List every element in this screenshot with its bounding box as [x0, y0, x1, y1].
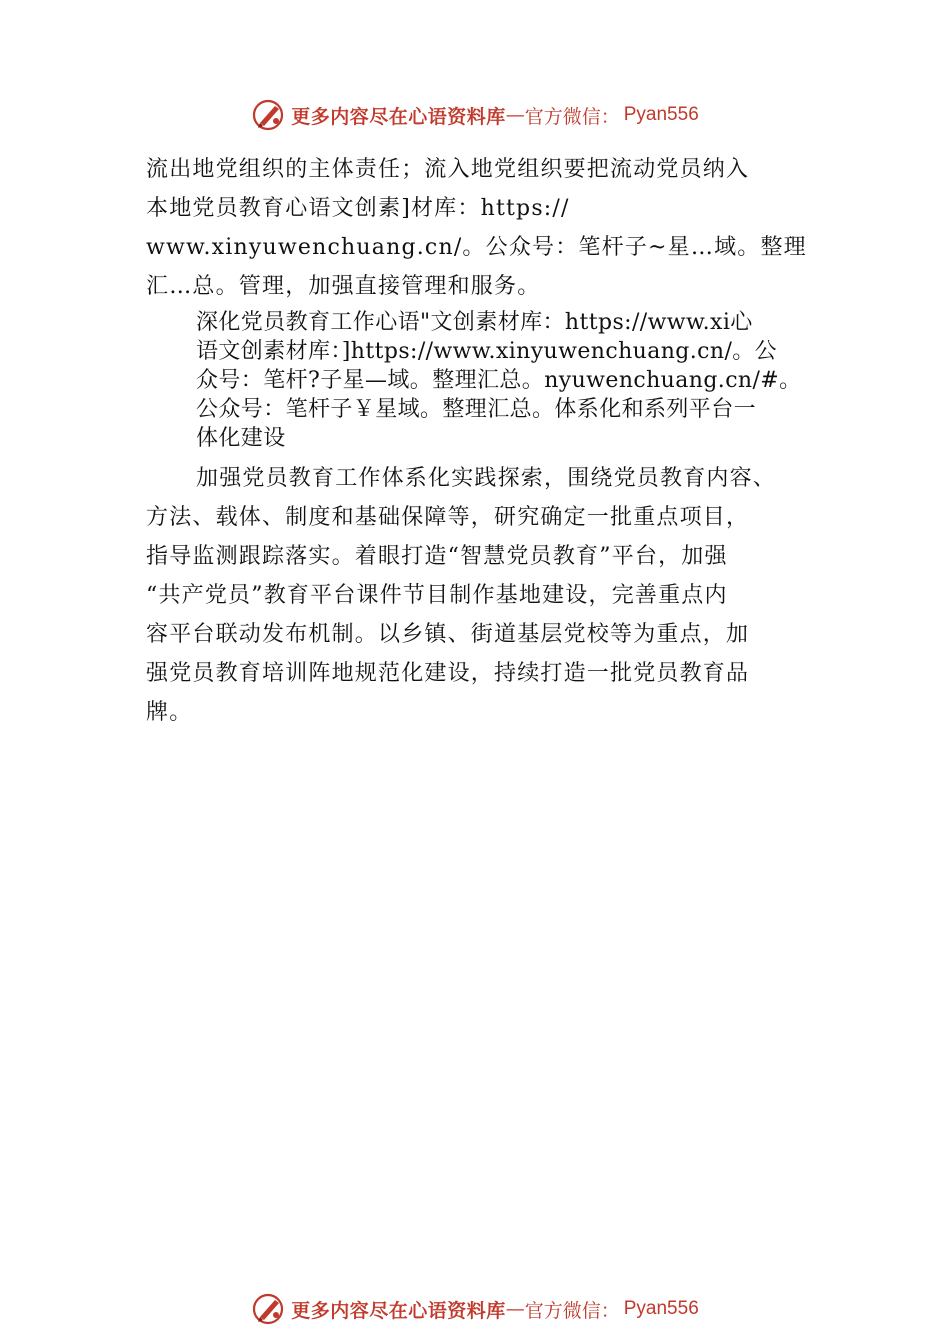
text-line: 加强党员教育工作体系化实践探索，围绕党员教育内容、	[196, 466, 777, 491]
text-line: “共产党员”教育平台课件节目制作基地建设，完善重点内	[146, 583, 728, 608]
text-line: 强党员教育培训阵地规范化建设，持续打造一批党员教育品	[146, 661, 750, 686]
text-line: 方法、载体、制度和基础保障等，研究确定一批重点项目，	[146, 505, 750, 530]
paragraph-2	[196, 308, 846, 453]
pen-logo-icon	[251, 97, 287, 133]
footer-banner	[0, 1289, 950, 1329]
footer-separator: —	[505, 1298, 525, 1320]
text-line: 指导监测跟踪落实。着眼打造“智慧党员教育”平台，加强	[146, 544, 728, 569]
document-body	[146, 150, 846, 732]
header-wechat-id: Pyan556	[623, 104, 699, 125]
text-line: 公众号：笔杆子￥星域。整理汇总。体系化和系列平台一	[196, 397, 757, 422]
text-line: 语文创素材库：]https://www.xinyuwenchuang.cn/。公	[196, 339, 778, 364]
text-line: www.xinyuwenchuang.cn/。公众号：笔杆子~星…域。整理	[146, 235, 807, 260]
header-separator: —	[505, 104, 525, 126]
text-line: 容平台联动发布机制。以乡镇、街道基层党校等为重点，加	[146, 622, 750, 647]
text-line: 本地党员教育心语文创素]材库：https://	[146, 196, 570, 221]
text-line: 众号：笔杆?子星—域。整理汇总。nyuwenchuang.cn/#。	[196, 368, 802, 393]
header-title: 更多内容尽在心语资料库	[291, 105, 506, 128]
text-line: 牌。	[146, 700, 193, 725]
header-wechat-label: 官方微信：	[524, 105, 620, 128]
pen-logo-icon	[251, 1291, 287, 1327]
text-line: 流出地党组织的主体责任；流入地党组织要把流动党员纳入	[146, 157, 750, 182]
paragraph-1	[146, 150, 846, 306]
paragraph-3	[146, 459, 846, 732]
footer-wechat-label: 官方微信：	[524, 1299, 620, 1322]
text-line: 汇…总。管理，加强直接管理和服务。	[146, 274, 541, 299]
footer-wechat-id: Pyan556	[623, 1298, 699, 1319]
text-line: 体化建设	[196, 426, 286, 451]
header-banner	[0, 95, 950, 135]
text-line: 深化党员教育工作心语"文创素材库：https://www.xi心	[196, 310, 753, 335]
footer-title: 更多内容尽在心语资料库	[291, 1299, 506, 1322]
